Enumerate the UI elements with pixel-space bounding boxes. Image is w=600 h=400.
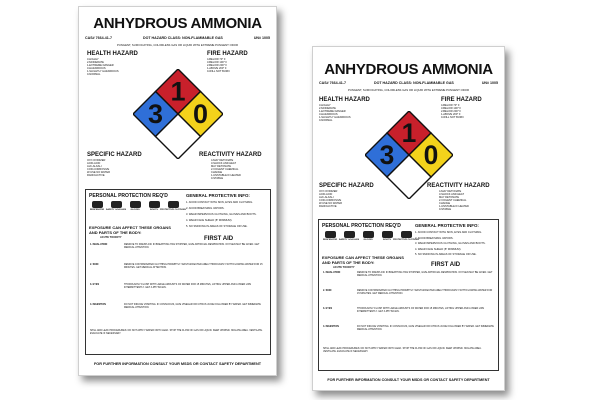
ppe-title: PERSONAL PROTECTION REQ'D [322, 223, 401, 229]
first-aid-route: 1. INHALATION [90, 243, 108, 246]
hazard-list-item: 1-SLIGHTLY HAZARDOUS [319, 116, 351, 119]
hazard-list-item: 3-SHOCK AND HEAT [439, 193, 465, 196]
exposure-title: EXPOSURE CAN AFFECT THESE ORGANS AND PARTS OF THE BODY: [89, 225, 171, 235]
un-number: UN# 1005 [253, 36, 270, 40]
hazard-list-item: 3-HAZARDOUS [87, 67, 106, 70]
hazard-list-item: 2-BELOW 200° F [441, 110, 462, 113]
first-aid-route: 2. SKIN [90, 263, 99, 266]
hazard-list-item: ALK-ALKALI [319, 196, 334, 199]
ppe-label: BOOTS [150, 209, 158, 211]
reactivity-hazard-label: REACTIVITY HAZARD [427, 183, 490, 189]
sign-subtitle: PUNGENT, SUFFOCATING, COLORLESS GAS OR LIQUID WITH EXTREME PUNGENT ODOR [117, 43, 238, 47]
first-aid-row [323, 290, 495, 307]
ppe-icons [322, 231, 420, 241]
first-aid-instruction: DO NOT INDUCE VOMITING. IF CONSCIOUS, GIVE VINEGAR OR CITRUS JUICE FOLLOWED BY WATER. GET IMMEDIATE MEDICAL ATTENTION. [357, 325, 494, 331]
hazard-list-item: 1-ABOVE 200° F [207, 67, 227, 70]
hazard-list-item: 1-UNSTABLE IF HEATED [439, 205, 469, 208]
nfpa-health-rating: 3 [379, 139, 395, 170]
hazard-list-item: 1-UNSTABLE IF HEATED [211, 174, 241, 177]
acute-toxicity-label: ACUTE TOXICITY [100, 236, 122, 239]
health-hazard-list [87, 58, 119, 76]
sign-title: ANHYDROUS AMMONIA [324, 61, 493, 78]
sign-meta [85, 36, 270, 40]
sign-title: ANHYDROUS AMMONIA [93, 15, 262, 32]
ppe-label: GLOVES [130, 209, 140, 211]
cas-number: CAS# 7664-41-7 [85, 36, 112, 40]
hazard-list-item: 2-MODERATE [87, 61, 104, 64]
first-aid-row [323, 308, 495, 325]
nfpa-reactivity-rating: 0 [423, 139, 439, 170]
ppe-item [89, 201, 105, 211]
ppe-label: RESPIRATOR [322, 239, 338, 241]
hazard-list-item: RADIOACTIVE [319, 205, 337, 208]
ppe-item [127, 201, 143, 211]
hazard-list-item: 2-VIOLENT CHEMICAL [439, 199, 467, 202]
exposure-title: EXPOSURE CAN AFFECT THESE ORGANS AND PARTS OF THE BODY: [322, 255, 404, 265]
hazard-list-item: COR-CORROSIVE [87, 168, 110, 171]
dot-class: DOT HAZARD CLASS: NON-FLAMMABLE GAS [142, 36, 223, 40]
hazard-list-item: 1-ABOVE 200° F [441, 113, 461, 116]
hazard-list-item: 1-SLIGHTLY HAZARDOUS [87, 70, 119, 73]
hazard-list-item: 0-WILL NOT BURN [207, 70, 230, 73]
hazard-list-item: RADIOACTIVE [87, 174, 105, 177]
hazard-list-item: 4-MAY DETONATE [439, 190, 462, 193]
hazard-list-item: W-USE NO WATER [87, 171, 111, 174]
protection-info-box [85, 189, 271, 355]
ppe-item [338, 231, 360, 241]
gloves-icon [363, 231, 374, 238]
ppe-item [393, 231, 420, 241]
first-aid-row [323, 326, 495, 343]
first-aid-route: 4. INGESTION [90, 303, 106, 306]
fire-hazard-label: FIRE HAZARD [441, 97, 482, 103]
ppe-label: SAFETY GOGGLES [338, 239, 360, 241]
ppe-label: PROTECTIVE CLOTHING [393, 239, 420, 241]
sign-poster-left [78, 6, 277, 376]
ppe-label: RESPIRATOR [89, 209, 105, 211]
fire-hazard-label: FIRE HAZARD [207, 51, 248, 57]
nfpa-health-rating: 3 [147, 99, 164, 129]
hazard-list-item: 1-EXTREME DANGER [319, 110, 346, 113]
specific-hazard-list [319, 190, 342, 208]
ppe-icons [89, 201, 187, 211]
sign-meta [319, 81, 498, 85]
ppe-label: PROTECTIVE CLOTHING [160, 209, 187, 211]
hazard-list-item: 3-HIGHLY [87, 58, 99, 61]
acute-toxicity-label: ACUTE TOXICITY [333, 266, 355, 269]
general-info-item: 2. AVOID BREATHING VAPORS. [186, 207, 225, 210]
general-info-title: GENERAL PROTECTIVE INFO: [186, 193, 250, 198]
first-aid-route: 2. SKIN [323, 289, 332, 292]
spill-procedures: SPILL AND LEAK PROCEDURES: DO NOT APPLY WATER ONTO LEAK. STOP THE FLOW OF GAS OR LIQUID. KEEP UPWIND. ISOLATE AREA. VENTILATE. EVACUATE IF NECESSARY. [90, 329, 263, 335]
nfpa-fire-rating: 1 [170, 76, 186, 107]
general-info-item: 5. NO SMOKING IN AREAS OF STORAGE OR USE. [415, 253, 477, 257]
sign-poster-right [312, 46, 505, 391]
first-aid-title: FIRST AID [204, 236, 234, 242]
specific-hazard-list [87, 159, 110, 177]
hazard-list-item: 1-EXTREME DANGER [87, 64, 114, 67]
first-aid-route: 1. INHALATION [323, 271, 341, 274]
nfpa-diamond [133, 69, 223, 159]
ppe-item [105, 201, 127, 211]
sign-subtitle: PUNGENT, SUFFOCATING, COLORLESS GAS OR LIQUID WITH EXTREME PUNGENT ODOR [348, 88, 469, 92]
hazard-list-item: 4-MAY DETONATE [211, 159, 234, 162]
dot-class: DOT HAZARD CLASS: NON-FLAMMABLE GAS [373, 81, 454, 85]
boots-icon [149, 201, 160, 208]
hazard-list-item: OXY-OXIDIZER [319, 190, 338, 193]
protective-clothing-icon [168, 201, 179, 208]
first-aid-instruction: REMOVE TO FRESH AIR. IF BREATHING HAS STOPPED, GIVE ARTIFICIAL RESPIRATION. OXYGEN MAY BE GIVEN. GET MEDICAL ATTENTION. [357, 271, 493, 277]
boots-icon [382, 231, 393, 238]
hazard-list-item: ALK-ALKALI [87, 165, 102, 168]
nfpa-fire-rating: 1 [401, 117, 417, 148]
sign-footer: FOR FURTHER INFORMATION CONSULT YOUR MSDS OR CONTACT SAFETY DEPARTMENT [93, 362, 262, 366]
hazard-list-item: W-USE NO WATER [319, 202, 343, 205]
hazard-list-item: 0-STABLE [439, 208, 452, 211]
nfpa-reactivity-rating: 0 [192, 99, 209, 129]
general-info-item: 1. AVOID CONTACT WITH SKIN, EYES AND CLOTHING. [186, 201, 254, 204]
ppe-label: SAFETY GOGGLES [105, 209, 127, 211]
hazard-list-item: CHANGE [439, 202, 451, 205]
general-info-title: GENERAL PROTECTIVE INFO: [415, 223, 479, 228]
safety-goggles-icon [111, 201, 122, 208]
specific-hazard-label: SPECIFIC HAZARD [319, 183, 374, 189]
hazard-list-item: MAY DETONATE [211, 165, 231, 168]
hazard-list-item: 0-STABLE [211, 177, 224, 180]
hazard-list-item: 0-NORMAL [87, 73, 101, 76]
hazard-list-item: 2-VIOLENT CHEMICAL [211, 168, 239, 171]
health-hazard-list [319, 104, 351, 122]
hazard-list-item: 3-SHOCK AND HEAT [211, 162, 237, 165]
hazard-list-item: 3-HAZARDOUS [319, 113, 338, 116]
first-aid-route: 3. EYES [90, 283, 100, 286]
general-info-item: 5. NO SMOKING IN AREAS OF STORAGE OR USE. [186, 225, 248, 228]
first-aid-row [90, 244, 266, 263]
hazard-list-item: MAY DETONATE [439, 196, 459, 199]
respirator-icon [92, 201, 103, 208]
ppe-item [322, 231, 338, 241]
reactivity-hazard-list [439, 190, 469, 211]
hazard-list-item: 3-HIGHLY [319, 104, 331, 107]
first-aid-route: 4. INGESTION [323, 325, 339, 328]
protection-info-box [318, 219, 499, 371]
hazard-list-item: ACID-ACID [319, 193, 333, 196]
hazard-list-item: OXY-OXIDIZER [87, 159, 106, 162]
ppe-title: PERSONAL PROTECTION REQ'D [89, 193, 168, 199]
cas-number: CAS# 7664-41-7 [319, 81, 346, 85]
first-aid-instruction: REMOVE CONTAMINATED CLOTHING PROMPTLY. WASH AFFECTED AREA THOROUGHLY WITH FLOWING WATER FOR 15 MINUTES. GET MEDICAL ATTENTION. [124, 263, 263, 269]
un-number: UN# 1005 [481, 81, 498, 85]
ppe-label: GLOVES [363, 239, 373, 241]
hazard-list-item: 0-NORMAL [319, 119, 333, 122]
general-info-item: 4. WEAR FACE SHIELD (8" MINIMUM). [186, 219, 233, 222]
first-aid-instruction: DO NOT INDUCE VOMITING. IF CONSCIOUS, GIVE VINEGAR OR CITRUS JUICE FOLLOWED BY WATER. GET IMMEDIATE MEDICAL ATTENTION. [124, 303, 261, 309]
first-aid-row [90, 304, 266, 323]
health-hazard-label: HEALTH HAZARD [319, 97, 370, 103]
hazard-list-item: ACID-ACID [87, 162, 101, 165]
first-aid-instruction: REMOVE TO FRESH AIR. IF BREATHING HAS STOPPED, GIVE ARTIFICIAL RESPIRATION. OXYGEN MAY BE GIVEN. GET MEDICAL ATTENTION. [124, 243, 260, 249]
hazard-list-item: 4-BELOW 73° F [441, 104, 460, 107]
first-aid-instruction: THOROUGHLY FLUSH WITH LARGE AMOUNTS OF WATER FOR 15 MINUTES, LIFTING UPPER AND LOWER LIDS INTERMITTENTLY. GET A PHYSICIAN. [357, 307, 485, 313]
gloves-icon [130, 201, 141, 208]
general-info-item: 4. WEAR FACE SHIELD (8" MINIMUM). [415, 247, 462, 251]
hazard-list-item: 0-WILL NOT BURN [441, 116, 464, 119]
ppe-item [160, 201, 187, 211]
hazard-list-item: COR-CORROSIVE [319, 199, 342, 202]
hazard-list-item: 3-BELOW 100° F [441, 107, 462, 110]
specific-hazard-label: SPECIFIC HAZARD [87, 152, 142, 158]
general-info-item: 3. WEAR IMPERVIOUS CLOTHING, GLOVES AND BOOTS. [415, 242, 486, 246]
first-aid-row [323, 272, 495, 289]
general-info-item: 1. AVOID CONTACT WITH SKIN, EYES AND CLOTHING. [415, 231, 483, 234]
ppe-label: BOOTS [383, 239, 391, 241]
hazard-list-item: 2-BELOW 200° F [207, 64, 228, 67]
first-aid-row [90, 264, 266, 283]
first-aid-row [90, 284, 266, 303]
reactivity-hazard-list [211, 159, 241, 180]
hazard-list-item: 4-BELOW 73° F [207, 58, 226, 61]
health-hazard-label: HEALTH HAZARD [87, 51, 138, 57]
sign-footer: FOR FURTHER INFORMATION CONSULT YOUR MSDS OR CONTACT SAFETY DEPARTMENT [327, 378, 490, 382]
nfpa-diamond-svg [133, 69, 223, 159]
ppe-item [360, 231, 376, 241]
first-aid-title: FIRST AID [431, 262, 461, 268]
general-info-item: 3. WEAR IMPERVIOUS CLOTHING, GLOVES AND BOOTS. [186, 213, 257, 216]
first-aid-instruction: THOROUGHLY FLUSH WITH LARGE AMOUNTS OF WATER FOR 15 MINUTES, LIFTING UPPER AND LOWER LIDS INTERMITTENTLY. GET A PHYSICIAN. [124, 283, 252, 289]
reactivity-hazard-label: REACTIVITY HAZARD [199, 152, 262, 158]
hazard-list-item: CHANGE [211, 171, 223, 174]
general-info-item: 2. AVOID BREATHING VAPORS. [415, 236, 454, 240]
hazard-list-item: 2-MODERATE [319, 107, 336, 110]
spill-procedures: SPILL AND LEAK PROCEDURES: DO NOT APPLY WATER ONTO LEAK. STOP THE FLOW OF GAS OR LIQUID. KEEP UPWIND. ISOLATE AREA. VENTILATE. EVACUATE IF NECESSARY. [323, 347, 482, 353]
hazard-list-item: 3-BELOW 100° F [207, 61, 228, 64]
safety-goggles-icon [344, 231, 355, 238]
protective-clothing-icon [401, 231, 412, 238]
respirator-icon [325, 231, 336, 238]
first-aid-route: 3. EYES [323, 307, 333, 310]
first-aid-instruction: REMOVE CONTAMINATED CLOTHING PROMPTLY. WASH AFFECTED AREA THOROUGHLY WITH FLOWING WATER FOR 15 MINUTES. GET MEDICAL ATTENTION. [357, 289, 493, 295]
